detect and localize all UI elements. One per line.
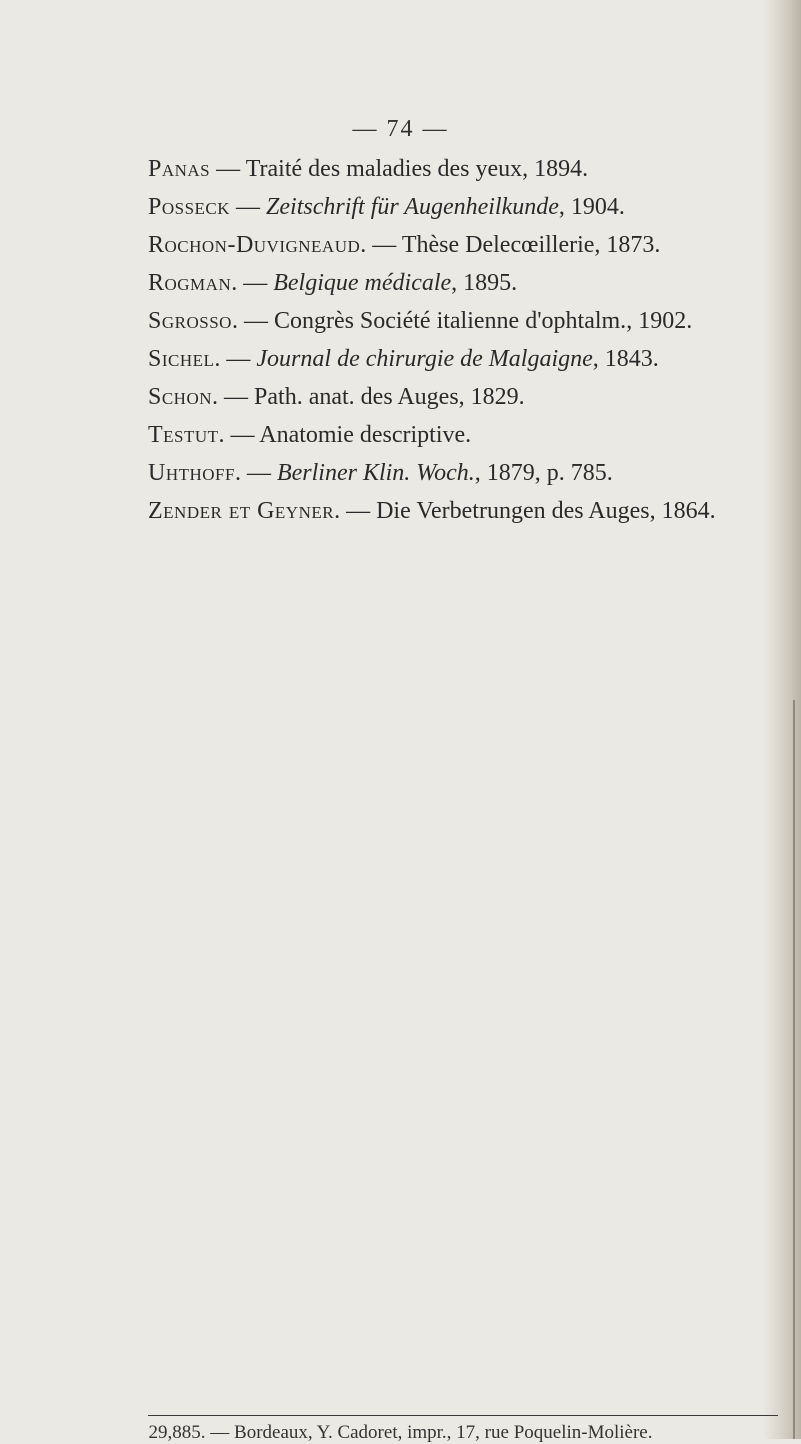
reference-author: Rogman	[148, 270, 232, 296]
reference-work: Path. anat. des Auges	[254, 384, 459, 410]
reference-work: Zeitschrift für Augenheilkunde	[266, 194, 559, 220]
reference-entry	[148, 340, 716, 378]
reference-details: , 1895.	[451, 270, 518, 296]
reference-work: Belgique médicale	[273, 270, 452, 296]
reference-author: Rochon-Duvigneaud	[148, 232, 361, 258]
reference-work: Congrès Société italienne d'ophtalm.	[273, 308, 627, 334]
footer-rule	[148, 1415, 778, 1416]
reference-details: , 1904.	[558, 194, 625, 220]
reference-entry	[148, 226, 716, 264]
bibliography-list	[148, 150, 716, 530]
reference-entry	[148, 150, 716, 188]
reference-details: , 1894.	[522, 156, 589, 182]
reference-details: , 1879, p. 785.	[474, 460, 613, 486]
reference-details: , 1829.	[458, 384, 525, 410]
page-number: — 74 —	[352, 116, 449, 142]
reference-separator: . —	[231, 270, 274, 296]
reference-work: Thèse Delecœillerie	[401, 232, 595, 258]
reference-work: Die Verbetrungen des Auges	[376, 498, 650, 524]
reference-separator: . —	[234, 460, 277, 486]
reference-author: Posseck	[148, 194, 231, 220]
reference-separator: —	[230, 194, 267, 220]
reference-work: Anatomie descriptive	[259, 422, 466, 448]
reference-work: Journal de chirurgie de Malgaigne	[256, 346, 593, 372]
reference-entry	[148, 264, 716, 302]
reference-separator: . —	[212, 384, 255, 410]
reference-entry	[148, 378, 716, 416]
reference-details: , 1843.	[592, 346, 659, 372]
reference-work: Traité des maladies des yeux	[245, 156, 523, 182]
reference-details: , 1902.	[626, 308, 693, 334]
reference-work: Berliner Klin. Woch.	[276, 460, 475, 486]
reference-separator: . —	[334, 498, 377, 524]
reference-separator: . —	[360, 232, 402, 258]
reference-entry	[148, 188, 716, 226]
reference-separator: —	[210, 156, 246, 182]
reference-author: Schon	[148, 384, 213, 410]
reference-separator: . —	[218, 422, 260, 448]
printer-imprint: 29,885. — Bordeaux, Y. Cadoret, impr., 17, rue Poquelin-Molière.	[148, 1422, 653, 1443]
page-edge-shadow	[763, 0, 801, 1439]
reference-details: .	[465, 422, 472, 448]
reference-separator: . —	[231, 308, 274, 334]
reference-author: Uhthoff	[148, 460, 235, 486]
reference-author: Sichel	[148, 346, 215, 372]
reference-entry	[148, 454, 716, 492]
reference-entry	[148, 416, 716, 454]
reference-author: Testut	[148, 422, 219, 448]
reference-author: Zender et Geyner	[148, 498, 335, 524]
reference-entry	[148, 302, 716, 340]
reference-author: Sgrosso	[148, 308, 232, 334]
reference-details: , 1864.	[649, 498, 716, 524]
reference-separator: . —	[214, 346, 257, 372]
reference-entry	[148, 492, 716, 530]
reference-author: Panas	[148, 156, 211, 182]
binding-edge-line	[793, 700, 795, 1439]
reference-details: , 1873.	[594, 232, 661, 258]
